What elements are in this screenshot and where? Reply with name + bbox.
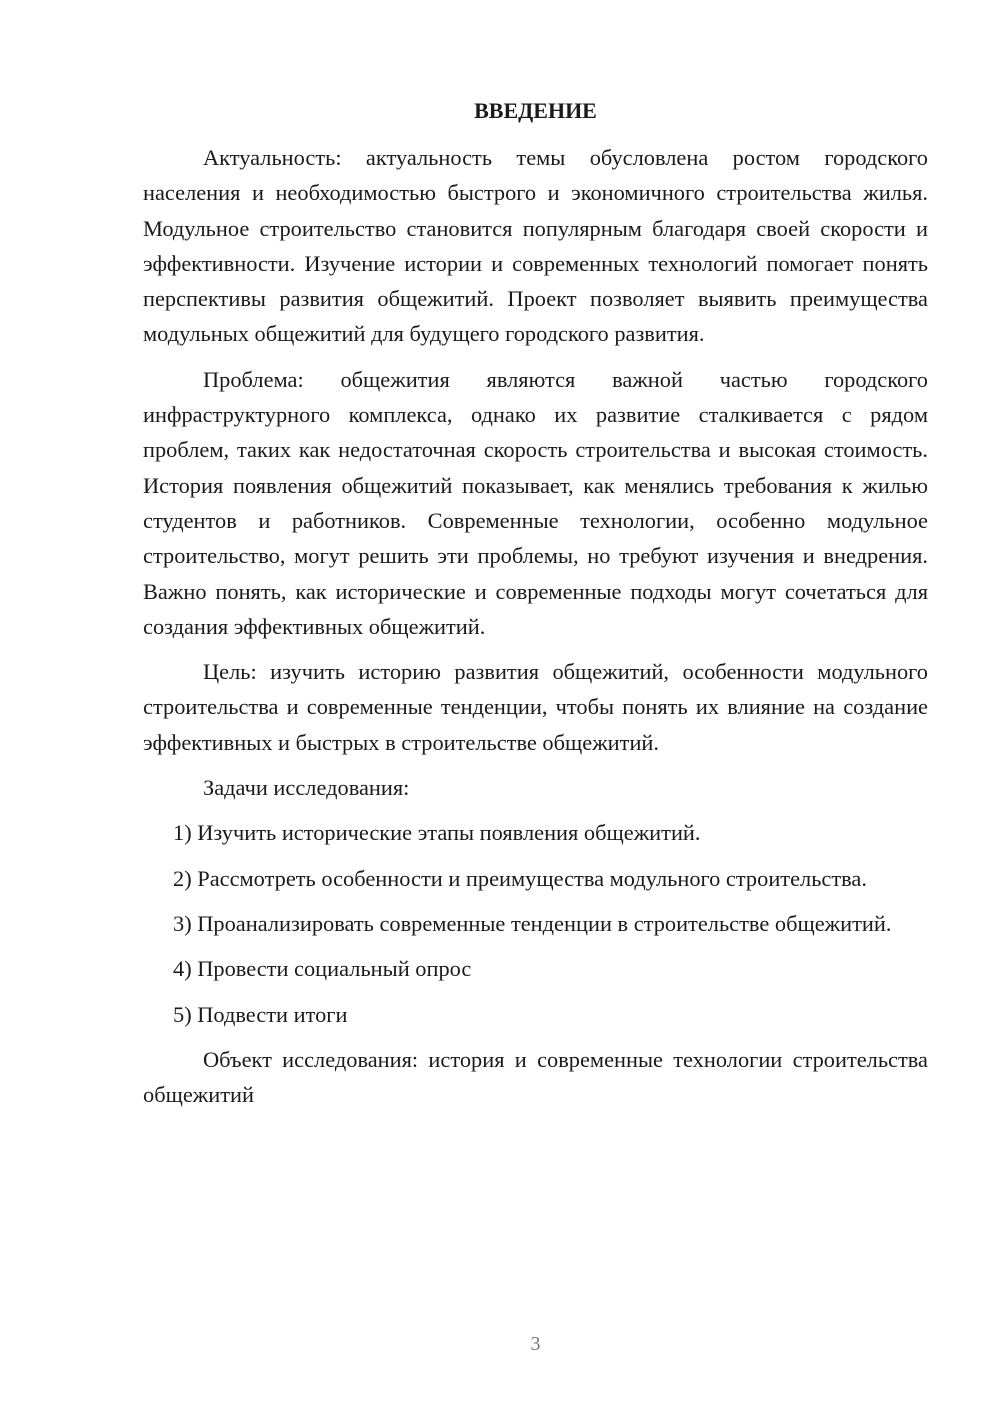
task-item-4: 4) Провести социальный опрос xyxy=(173,956,472,982)
section-title: ВВЕДЕНИЕ xyxy=(474,98,597,123)
task-item-2: 2) Рассмотреть особенности и преимущества модульного строительства. xyxy=(173,865,867,891)
goal-paragraph: Цель: изучить историю развития общежитий, особенности модульного строительства и современные тенденции, чтобы понять их влияние на создание эффективных и быстрых в строительстве общежитий. xyxy=(143,659,928,755)
tasks-heading: Задачи исследования: xyxy=(203,775,410,801)
relevance-paragraph: Актуальность: актуальность темы обусловлена ростом городского населения и необходимостью быстрого и экономичного строительства жилья. Модульное строительство становится популярным благодаря своей скорости и эффективности. Изучение истории и современных технологий помогает понять перспективы развития общежитий. Проект позволяет выявить преимущества модульных общежитий для будущего городского развития. xyxy=(143,145,928,347)
document-body xyxy=(143,140,928,1122)
object-paragraph: Объект исследования: история и современные технологии строительства общежитий xyxy=(143,1046,928,1108)
document-page xyxy=(143,0,928,1414)
problem-paragraph: Проблема: общежития являются важной частью городского инфраструктурного комплекса, однако их развитие сталкивается с рядом проблем, таких как недостаточная скорость строительства и высокая стоимость. История появления общежитий показывает, как менялись требования к жилью студентов и работников. Современные технологии, особенно модульное строительство, могут решить эти проблемы, но требуют изучения и внедрения. Важно понять, как исторические и современные подходы могут сочетаться для создания эффективных общежитий. xyxy=(143,366,928,639)
task-item-3: 3) Проанализировать современные тенденции в строительстве общежитий. xyxy=(173,910,892,936)
task-item-1: 1) Изучить исторические этапы появления общежитий. xyxy=(173,820,701,846)
task-item-5: 5) Подвести итоги xyxy=(173,1001,348,1027)
page-number: 3 xyxy=(530,1333,541,1355)
